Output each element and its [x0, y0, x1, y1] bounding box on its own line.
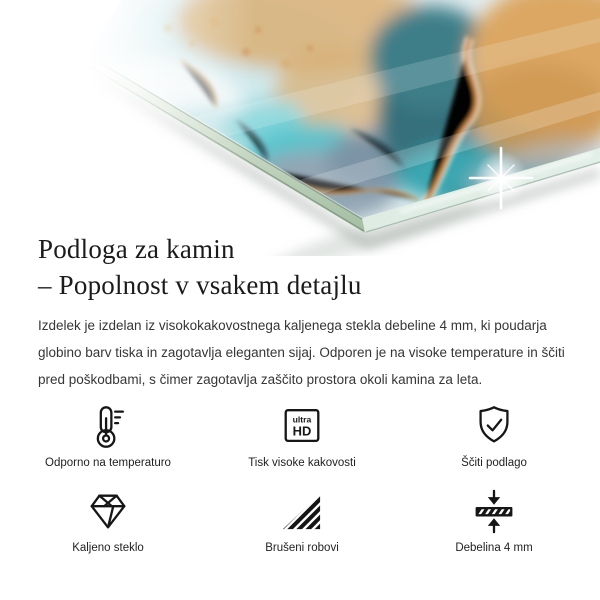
feature-tempered-glass — [72, 488, 144, 556]
ultra-hd-icon-text-top: ultra — [292, 414, 312, 425]
feature-beveled-edges — [265, 488, 339, 556]
feature-grid — [0, 403, 600, 556]
product-description: Izdelek je izdelan iz visokokakovostnega kaljenega stekla debeline 4 mm, ki poudarja globino barv tiska in zagotavlja eleganten sijaj. Odporen je na visoke temperature in ščiti pred poškodbami, s čimer zagotavlja zaščito prostora okoli kamina za leta. — [38, 318, 565, 387]
page-title-line2: – Popolnost v vsakem detajlu — [38, 270, 362, 300]
feature-label: Ščiti podlago — [461, 457, 527, 469]
ultra-hd-icon-text-bottom: HD — [292, 423, 312, 439]
shield-check-icon — [471, 403, 517, 449]
feature-temperature — [45, 403, 171, 471]
beveled-edges-icon — [279, 488, 325, 534]
feature-thickness — [455, 488, 532, 556]
product-description-section — [38, 231, 570, 393]
feature-label: Kaljeno steklo — [72, 542, 144, 554]
thickness-icon — [471, 488, 517, 534]
feature-print-quality — [248, 403, 356, 471]
feature-label: Tisk visoke kakovosti — [248, 457, 356, 469]
glass-panel-illustration — [0, 0, 600, 256]
page-title-line1: Podloga za kamin — [38, 234, 235, 264]
feature-label: Brušeni robovi — [265, 542, 339, 554]
feature-label: Debelina 4 mm — [455, 542, 533, 554]
left-fade-strong — [0, 0, 185, 256]
feature-label: Odporno na temperaturo — [45, 457, 171, 469]
hero-product-image[interactable] — [0, 0, 600, 256]
thermometer-icon — [85, 403, 131, 449]
ultra-hd-icon — [279, 403, 325, 449]
diamond-icon — [85, 488, 131, 534]
page-title — [38, 231, 570, 303]
feature-protection — [461, 403, 527, 471]
